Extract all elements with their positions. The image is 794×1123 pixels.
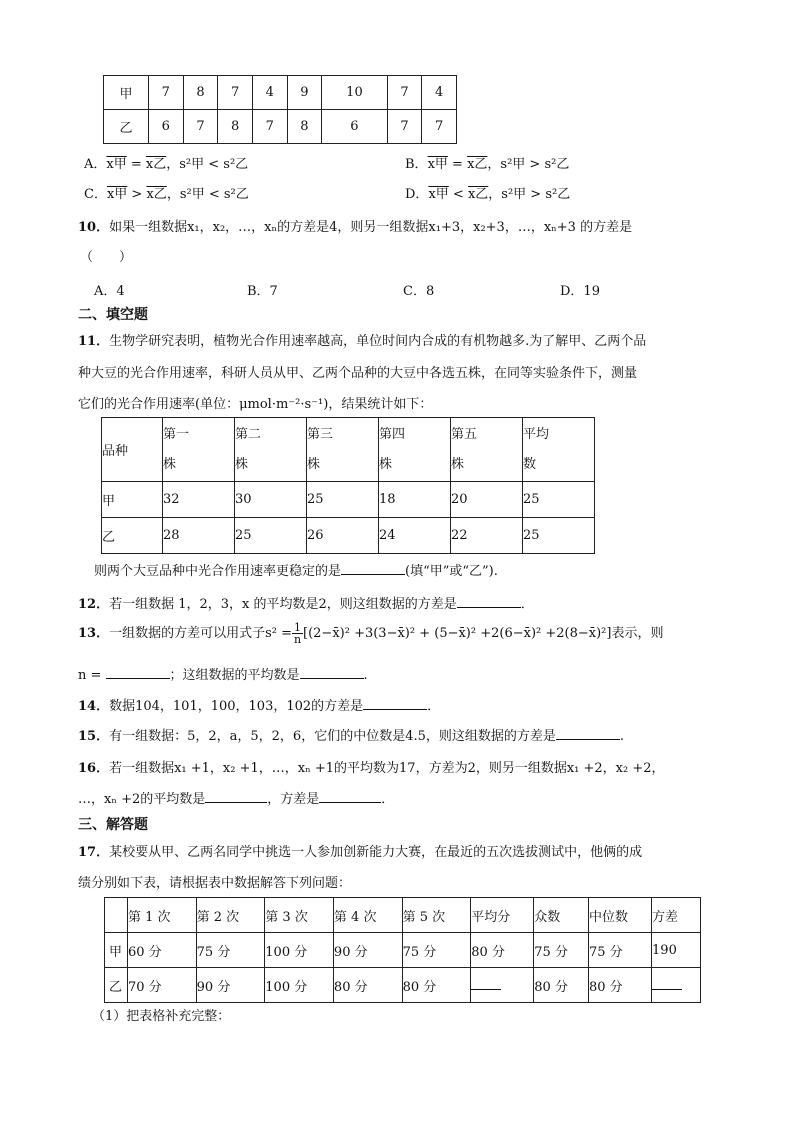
blank-cell[interactable] — [652, 968, 701, 1003]
table-cell: 32 — [163, 482, 235, 518]
question-15: 15．有一组数据：5，2，a，5，2，6，它们的中位数是4.5，则这组数据的方差是 . — [78, 729, 625, 744]
header-cell: 品种 — [102, 418, 163, 482]
section-heading-solve: 三、解答题 — [78, 817, 148, 833]
question-10: 10．如果一组数据x₁，x₂，…，xₙ的方差是4，则另一组数据x₁+3，x₂+3，…，xₙ+3 的方差是 — [78, 220, 633, 235]
row-label: 乙 — [105, 968, 128, 1003]
table-cell: 75 分 — [534, 933, 589, 968]
data-table-1 — [103, 75, 457, 144]
header-cell: 第五 株 — [451, 418, 523, 482]
table-cell: 190 — [652, 933, 701, 968]
table-row — [105, 968, 701, 1003]
table-cell: 60 分 — [128, 933, 197, 968]
answer-blank[interactable] — [205, 790, 267, 803]
header-cell: 第 3 次 — [265, 898, 334, 933]
table-cell: 30 — [235, 482, 307, 518]
table-cell: 80 分 — [333, 968, 402, 1003]
answer-blank[interactable] — [471, 977, 501, 990]
table-cell: 7 — [183, 110, 218, 144]
header-cell: 方差 — [652, 898, 701, 933]
table-cell: 7 — [252, 110, 287, 144]
table-cell: 25 — [235, 518, 307, 554]
header-cell: 平均分 — [471, 898, 534, 933]
answer-blank[interactable] — [319, 790, 381, 803]
question-11-line1: 11．生物学研究表明，植物光合作用速率越高，单位时间内合成的有机物越多.为了解甲、乙两个品 — [78, 334, 647, 349]
answer-blank[interactable] — [652, 977, 682, 990]
table-cell: 20 — [451, 482, 523, 518]
table-cell: 75 分 — [588, 933, 651, 968]
answer-blank[interactable] — [106, 666, 170, 679]
table-cell: 70 分 — [128, 968, 197, 1003]
row-label: 甲 — [105, 933, 128, 968]
table-cell: 26 — [307, 518, 379, 554]
table-cell: 7 — [387, 76, 422, 110]
answer-blank[interactable] — [363, 697, 427, 710]
table-cell: 24 — [379, 518, 451, 554]
table-cell: 80 分 — [402, 968, 471, 1003]
header-cell: 第 2 次 — [196, 898, 265, 933]
question-17-sub1: （1）把表格补充完整： — [92, 1009, 231, 1024]
header-cell: 第一 株 — [163, 418, 235, 482]
table-cell: 4 — [252, 76, 287, 110]
option-a: A．x甲 = x乙，s²甲 < s²乙 — [84, 157, 249, 172]
table-cell: 100 分 — [265, 933, 334, 968]
table-cell: 100 分 — [265, 968, 334, 1003]
answer-blank[interactable] — [341, 562, 405, 575]
row-label: 甲 — [104, 76, 149, 110]
blank-cell[interactable] — [471, 968, 534, 1003]
q10-paren: （ ） — [80, 250, 133, 265]
row-label: 乙 — [102, 518, 163, 554]
fraction: $\frac{1}{n}$ — [293, 621, 302, 646]
data-table-2 — [101, 417, 595, 554]
table-header-row — [105, 898, 701, 933]
table-cell: 9 — [287, 76, 322, 110]
row-label: 甲 — [102, 482, 163, 518]
header-cell: 众数 — [534, 898, 589, 933]
data-table-3 — [104, 897, 701, 1003]
header-cell: 平均 数 — [523, 418, 595, 482]
table-row — [102, 518, 595, 554]
table-cell: 25 — [307, 482, 379, 518]
table-cell: 6 — [322, 110, 387, 144]
table-cell: 90 分 — [196, 968, 265, 1003]
header-cell: 第 5 次 — [402, 898, 471, 933]
option-d: D．x甲 < x乙，s²甲 > s²乙 — [405, 187, 571, 202]
q10-option-b: B．7 — [247, 284, 278, 299]
table-cell: 7 — [149, 76, 184, 110]
table-cell: 18 — [379, 482, 451, 518]
table-row — [105, 933, 701, 968]
table-cell: 75 分 — [196, 933, 265, 968]
question-11-line3: 它们的光合作用速率(单位：μmol·m⁻²·s⁻¹)，结果统计如下： — [78, 397, 433, 412]
table-cell: 80 分 — [471, 933, 534, 968]
header-cell: 第二 株 — [235, 418, 307, 482]
table-cell: 7 — [387, 110, 422, 144]
question-16-line2: …，xₙ +2的平均数是 ，方差是 ． — [78, 792, 395, 807]
table-cell: 80 分 — [534, 968, 589, 1003]
header-cell: 第三 株 — [307, 418, 379, 482]
question-14: 14．数据104，101，100，103，102的方差是 ． — [78, 699, 441, 714]
question-13-line1: 13．一组数据的方差可以用式子s² = $\frac{1}{n}$ [(2−x̄)² +3(3−x̄)² + (5−x̄)² +2(6−x̄)² +2(8−x̄)²]表示，则 — [78, 621, 664, 646]
question-17-line1: 17．某校要从甲、乙两名同学中挑选一人参加创新能力大赛，在最近的五次选拔测试中，他俩的成 — [78, 845, 643, 860]
header-cell — [105, 898, 128, 933]
table-cell: 22 — [451, 518, 523, 554]
answer-blank[interactable] — [556, 727, 620, 740]
q10-option-a: A．4 — [94, 284, 125, 299]
option-c: C．x甲 > x乙，s²甲 < s²乙 — [84, 187, 249, 202]
header-cell: 第四 株 — [379, 418, 451, 482]
table-row — [102, 482, 595, 518]
q10-option-c: C．8 — [403, 284, 435, 299]
table-row — [104, 110, 457, 144]
table-cell: 8 — [287, 110, 322, 144]
table-cell: 10 — [322, 76, 387, 110]
table-header-row — [102, 418, 595, 482]
question-11-line2: 种大豆的光合作用速率，科研人员从甲、乙两个品种的大豆中各选五株，在同等实验条件下，测量 — [78, 366, 638, 381]
table-cell: 8 — [183, 76, 218, 110]
header-cell: 第 1 次 — [128, 898, 197, 933]
question-13-line2: n = ；这组数据的平均数是 . — [78, 668, 368, 683]
table-cell: 6 — [149, 110, 184, 144]
question-12: 12．若一组数据 1，2，3，x 的平均数是2，则这组数据的方差是 ． — [78, 597, 534, 612]
table-cell: 80 分 — [588, 968, 651, 1003]
option-b: B．x甲 = x乙，s²甲 > s²乙 — [405, 157, 570, 172]
section-heading-fill-in: 二、填空题 — [78, 307, 148, 323]
table-cell: 28 — [163, 518, 235, 554]
question-16-line1: 16．若一组数据x₁ +1，x₂ +1，…，xₙ +1的平均数为17，方差为2，则另一组数据x₁ +2，x₂ +2， — [78, 761, 665, 776]
table-cell: 25 — [523, 518, 595, 554]
header-cell: 第 4 次 — [333, 898, 402, 933]
table-cell: 75 分 — [402, 933, 471, 968]
q10-option-d: D．19 — [560, 284, 600, 299]
table-cell: 8 — [218, 110, 253, 144]
answer-blank[interactable] — [300, 666, 364, 679]
table-cell: 7 — [218, 76, 253, 110]
table-cell: 25 — [523, 482, 595, 518]
row-label: 乙 — [104, 110, 149, 144]
question-17-line2: 绩分别如下表，请根据表中数据解答下列问题： — [78, 876, 352, 891]
table-cell: 7 — [422, 110, 457, 144]
table-cell: 4 — [422, 76, 457, 110]
header-cell: 中位数 — [588, 898, 651, 933]
table-cell: 90 分 — [333, 933, 402, 968]
table-row — [104, 76, 457, 110]
answer-blank[interactable] — [457, 595, 521, 608]
question-11-answer-line: 则两个大豆品种中光合作用速率更稳定的是 (填“甲”或“乙”). — [94, 564, 498, 579]
